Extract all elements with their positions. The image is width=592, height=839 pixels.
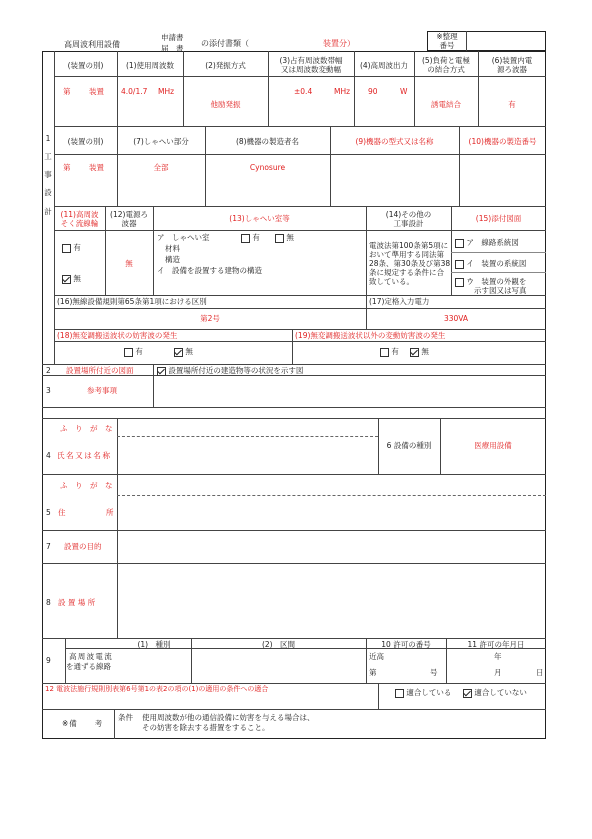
sec4-furigana-3: な: [105, 424, 113, 433]
sec2-number: 2: [46, 366, 51, 375]
sec5-label-b: 所: [106, 508, 114, 517]
sec8-label: 設置場所: [58, 598, 98, 607]
coupling-value: 誘電結合: [431, 100, 461, 109]
bandwidth-value: ±0.4: [294, 87, 313, 96]
sec7-label: 設置の目的: [64, 542, 102, 551]
permit-year: 年: [494, 652, 502, 661]
equipment-type-value: 医療用設備: [474, 441, 512, 450]
sec5-label-a: 住: [58, 508, 66, 517]
sec9-number: 9: [46, 656, 51, 665]
structure-label: 構造: [165, 255, 180, 264]
permit-day: 日: [536, 668, 544, 677]
shield-no-checkbox[interactable]: [275, 234, 284, 243]
shield-room-label: ア しゃへい室: [157, 233, 210, 242]
regulation-class-label: (16)無線設備規則第65条第1項における区別: [57, 297, 207, 306]
col-manufacturer: (8)機器の製造者名: [235, 137, 300, 146]
sec5-furigana-1: り: [75, 481, 83, 490]
rated-power-value: 330VA: [443, 314, 469, 323]
sec9-label-1: 高周波電流: [69, 652, 113, 661]
frequency-unit: MHz: [158, 87, 175, 96]
col-other-design-1: (14)その他の: [385, 210, 432, 219]
drawing-i-label: イ 装置の系統図: [466, 259, 527, 268]
nearby-structures-label: 設置場所付近の建造物等の状況を示す図: [168, 366, 304, 375]
choke-yes-label: 有: [73, 243, 81, 252]
permit-number-header: 10 許可の番号: [381, 640, 431, 649]
other-design-line-4: 致している。: [369, 277, 414, 286]
sec4-number: 4: [46, 451, 51, 460]
form-kind-line2: 届 書: [161, 44, 184, 53]
col-shield-room: (13)しゃへい室等: [229, 214, 290, 223]
regulation-class-value: 第2号: [200, 314, 220, 323]
sec8-number: 8: [46, 598, 51, 607]
col-coupling-2: の結合方式: [427, 65, 465, 74]
variable-interference-label: (19)無変調搬送波状以外の変動妨害波の発生: [295, 331, 446, 340]
choke-no-checkbox[interactable]: [62, 275, 71, 284]
col-oscillation: (2)発振方式: [205, 61, 246, 70]
drawing-u-label-2: 示す図又は写真: [474, 286, 527, 295]
unmodulated-no-checkbox[interactable]: [174, 348, 183, 357]
col-coupling-1: (5)負荷と電極: [421, 56, 471, 65]
row1-device-suffix: 装置: [89, 87, 104, 96]
col-device-type: (装置の別): [67, 61, 104, 70]
conform-yes-label: 適合している: [406, 688, 452, 697]
sec1-label-1: 事: [44, 170, 52, 179]
variable-yes-label: 有: [391, 347, 399, 356]
unmodulated-yes-checkbox[interactable]: [124, 348, 133, 357]
drawing-a-option[interactable]: [455, 238, 519, 248]
conform-no-label: 適合していない: [474, 688, 527, 697]
office-number-label-2: 番号: [439, 41, 455, 50]
choke-yes-checkbox[interactable]: [62, 244, 71, 253]
shield-no-label: 無: [286, 233, 294, 242]
col-filter-1: (6)装置内電: [491, 56, 533, 65]
shield-yes-label: 有: [252, 233, 260, 242]
sec1-number: 1: [45, 134, 51, 143]
sec5-number: 5: [46, 508, 51, 517]
sec5-furigana-0: ふ: [60, 481, 68, 490]
form-kind-line1: 申請書: [161, 33, 184, 42]
sec4-label: 氏名又は名称: [57, 451, 112, 460]
attach-label: の添付書類（: [201, 39, 249, 48]
nearby-structures-checkbox[interactable]: [157, 367, 166, 376]
col-shield-part: (7)しゃへい部分: [133, 137, 189, 146]
unmodulated-yes-option[interactable]: [124, 347, 143, 357]
shield-yes-option[interactable]: [241, 233, 260, 243]
sec1-label-0: 工: [44, 152, 52, 161]
drawing-u-checkbox[interactable]: [455, 278, 464, 287]
permit-prefix: 近高: [369, 652, 384, 661]
shield-no-option[interactable]: [275, 233, 294, 243]
shield-part-value: 全部: [153, 163, 169, 172]
frequency-value: 4.0/1.7: [121, 87, 148, 96]
other-design-line-0: 電波法第100条第5項に: [369, 241, 449, 250]
remarks-label: ※備 考: [62, 719, 104, 728]
other-design-line-1: おいて準用する同法第: [369, 250, 444, 259]
variable-yes-checkbox[interactable]: [380, 348, 389, 357]
variable-yes-option[interactable]: [380, 347, 399, 357]
permit-date-header: 11 許可の年月日: [467, 640, 525, 649]
variable-no-option[interactable]: [410, 347, 429, 357]
material-label: 材料: [165, 244, 180, 253]
drawing-a-checkbox[interactable]: [455, 239, 464, 248]
row1-device-prefix: 第: [63, 87, 71, 96]
manufacturer-value: Cynosure: [249, 163, 286, 172]
other-design-line-2: 28条、第30条及び第38: [369, 259, 451, 268]
power-unit: W: [400, 87, 408, 96]
sec5-furigana-3: な: [105, 481, 113, 490]
col-serial: (10)機器の製造番号: [468, 137, 537, 146]
conform-no-checkbox[interactable]: [463, 689, 472, 698]
sec3-number: 3: [46, 386, 51, 395]
drawing-i-option[interactable]: [455, 259, 526, 269]
row2-device-suffix: 装置: [89, 163, 104, 172]
choke-no-option[interactable]: [62, 274, 81, 284]
col-other-design-2: 工事設計: [393, 219, 424, 228]
building-structure-label: イ 設備を設置する建物の構造: [157, 266, 262, 275]
col2-device-type: (装置の別): [67, 137, 104, 146]
power-filter-value: 無: [125, 259, 133, 268]
variable-no-label: 無: [421, 347, 429, 356]
sec2-label: 設置場所付近の図面: [66, 366, 134, 375]
unmodulated-no-option[interactable]: [174, 347, 193, 357]
sec1-label-3: 計: [44, 207, 52, 216]
drawing-a-label: ア 線路系統図: [466, 238, 519, 247]
sec5-furigana-2: が: [90, 481, 98, 490]
permit-month: 月: [494, 668, 502, 677]
row2-device-prefix: 第: [63, 163, 71, 172]
filter-value: 有: [508, 100, 516, 109]
col-power-filter-2: 波器: [121, 219, 137, 228]
conform-yes-checkbox[interactable]: [395, 689, 404, 698]
form-title: 高周波利用設備: [64, 40, 120, 49]
unmodulated-interference-label: (18)無変調搬送波状の妨害波の発生: [57, 331, 178, 340]
choke-yes-option[interactable]: [62, 243, 81, 253]
col-bandwidth-1: (3)占有周波数帯幅: [279, 56, 343, 65]
equipment-type-label: 6 設備の種別: [386, 441, 432, 450]
permit-go: 号: [430, 668, 438, 677]
variable-no-checkbox[interactable]: [410, 348, 419, 357]
sec4-furigana-divider: [117, 436, 378, 437]
sec3-label: 参考事項: [87, 386, 117, 395]
sec9-label-2: を通ずる線路: [66, 662, 111, 671]
col-frequency: (1)使用周波数: [125, 61, 175, 70]
sec4-furigana-2: が: [90, 424, 98, 433]
line-section-header: (2) 区間: [261, 640, 296, 649]
conform-no-option[interactable]: [463, 688, 527, 698]
col-model: (9)機器の型式又は名称: [355, 137, 434, 146]
choke-no-label: 無: [73, 274, 81, 283]
col-choke-2: そく流線輪: [60, 219, 99, 228]
permit-dai: 第: [369, 668, 377, 677]
col-bandwidth-2: 又は周波数変動幅: [281, 65, 341, 74]
other-design-line-3: 条に規定する条件に合: [369, 268, 444, 277]
condition-label: 条件: [118, 713, 133, 722]
condition-line-1: 使用周波数が他の通信設備に妨害を与える場合は、: [142, 713, 315, 722]
nearby-structures-option[interactable]: [157, 366, 303, 376]
sec7-number: 7: [46, 542, 51, 551]
sec4-furigana-0: ふ: [60, 424, 68, 433]
col-power-filter-1: (12)電源ろ: [110, 210, 148, 219]
unmodulated-yes-label: 有: [135, 347, 143, 356]
col-filter-2: 源ろ波器: [497, 65, 527, 74]
sec4-furigana-1: り: [75, 424, 83, 433]
device-count-text: 装置分）: [323, 39, 355, 48]
line-type-header: (1) 種別: [137, 640, 171, 649]
office-number-label-1: ※整理: [436, 32, 458, 41]
sec12-label: 12 電波法施行規則別表第6号第1の表2の項の(1)の適用の条件への適合: [45, 685, 269, 693]
sec5-furigana-divider: [117, 495, 546, 496]
conform-yes-option[interactable]: [395, 688, 451, 698]
col-attached-drawings: (15)添付図面: [475, 214, 522, 223]
unmodulated-no-label: 無: [185, 347, 193, 356]
drawing-i-checkbox[interactable]: [455, 260, 464, 269]
oscillation-value: 他励発振: [210, 100, 241, 109]
shield-yes-checkbox[interactable]: [241, 234, 250, 243]
col-power: (4)高周波出力: [359, 61, 409, 70]
rated-power-label: (17)定格入力電力: [369, 297, 430, 306]
drawing-u-label-1: ウ 装置の外観を: [466, 277, 527, 286]
bandwidth-unit: MHz: [334, 87, 351, 96]
sec1-label-2: 設: [44, 188, 52, 197]
power-value: 90: [368, 87, 378, 96]
col-choke-1: (11)高周波: [60, 210, 99, 219]
condition-line-2: その妨害を除去する措置をすること。: [142, 723, 270, 732]
